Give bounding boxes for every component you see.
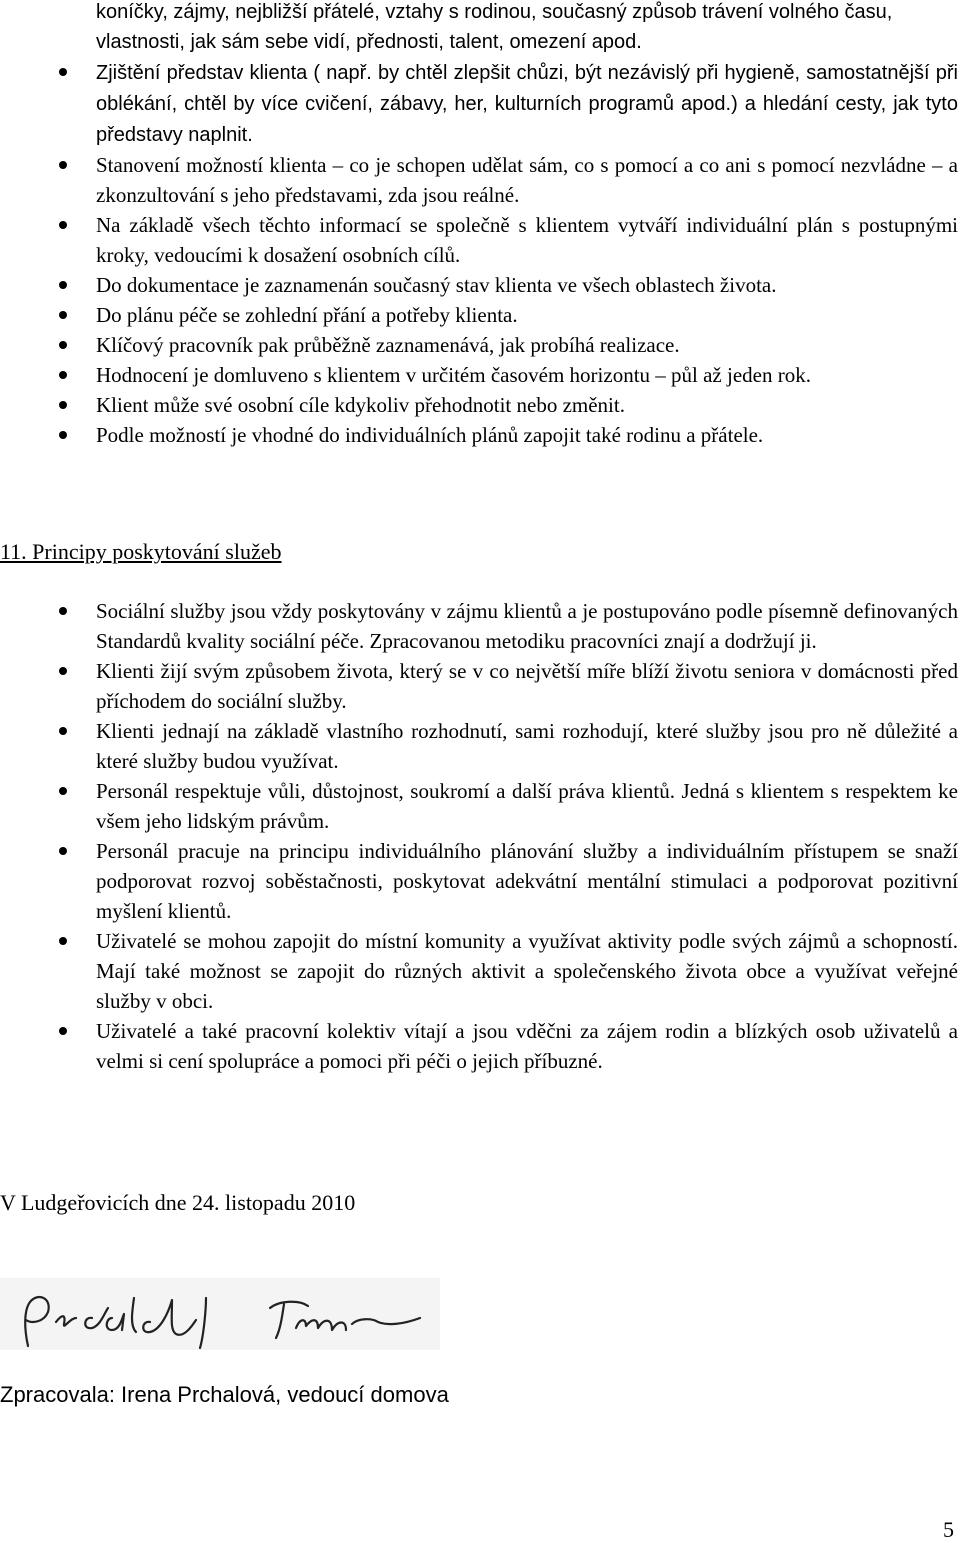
bullet-icon [59, 787, 67, 795]
bullet-icon [59, 311, 67, 319]
bullet-icon [59, 281, 67, 289]
prepared-by: Zpracovala: Irena Prchalová, vedoucí domova [0, 1382, 449, 1407]
list-item-text: Stanovení možností klienta – co je schopen udělat sám, co s pomocí a co ani s pomocí nezvládne – a zkonzultování s jeho představami, zda jsou reálné. [96, 153, 958, 207]
list-item [96, 656, 958, 716]
bullet-icon [59, 1027, 67, 1035]
list-item [96, 1016, 958, 1076]
list-item-text: Na základě všech těchto informací se společně s klientem vytváří individuální plán s postupnými kroky, vedoucími k dosažení osobních cílů. [96, 213, 958, 267]
bullet-icon [59, 431, 67, 439]
list-item-text: Podle možností je vhodné do individuálních plánů zapojit také rodinu a přátele. [96, 423, 764, 447]
list-item-text: Personál pracuje na principu individuálního plánování služby a individuálním přístupem se snaží podporovat rozvoj soběstačnosti, poskytovat adekvátní mentální stimulaci a podporovat pozitivní myšlení klientů. [96, 839, 958, 923]
list-item-text: Uživatelé a také pracovní kolektiv vítají a jsou vděčni za zájem rodin a blízkých osob uživatelů a velmi si cení spolupráce a pomoci při péči o jejich příbuzné. [96, 1019, 958, 1073]
list-item [96, 390, 958, 420]
list-item-text: Hodnocení je domluveno s klientem v určitém časovém horizontu – půl až jeden rok. [96, 363, 811, 387]
list-item-text: Zjištění představ klienta ( např. by chtěl zlepšit chůzi, být nezávislý při hygieně, samostatnější při oblékání, chtěl by více cvičení, zábavy, her, kulturních programů apod.) a hledání cesty, jak tyto představy naplnit. [96, 62, 958, 146]
list-item [96, 776, 958, 836]
list-item-text: Klienti jednají na základě vlastního rozhodnutí, sami rozhodují, které služby jsou pro ně důležité a které služby budou využívat. [96, 719, 958, 773]
list-item [96, 210, 958, 270]
bullet-icon [59, 341, 67, 349]
list-item [96, 270, 958, 300]
list-item [96, 57, 958, 150]
list-item-text: Personál respektuje vůli, důstojnost, soukromí a další práva klientů. Jedná s klientem s respektem ke všem jeho lidským právům. [96, 779, 958, 833]
handwritten-signature-icon [0, 1278, 440, 1350]
section-heading: 11. Principy poskytování služeb [0, 539, 282, 564]
bullet-icon [59, 937, 67, 945]
list-item [96, 330, 958, 360]
list-item [96, 926, 958, 1016]
page-number: 5 [943, 1517, 954, 1542]
client-planning-list [96, 57, 958, 450]
bullet-icon [59, 607, 67, 615]
list-item [96, 716, 958, 776]
list-item-text: Do plánu péče se zohlední přání a potřeby klienta. [96, 303, 518, 327]
list-item-text: Klient může své osobní cíle kdykoliv přehodnotit nebo změnit. [96, 393, 625, 417]
bullet-icon [59, 727, 67, 735]
place-and-date: V Ludgeřovicích dne 24. listopadu 2010 [0, 1190, 356, 1215]
bullet-icon [59, 371, 67, 379]
list-item [96, 150, 958, 210]
bullet-icon [59, 161, 67, 169]
bullet-icon [59, 401, 67, 409]
list-item [96, 836, 958, 926]
list-item [96, 360, 958, 390]
list-item-text: Klíčový pracovník pak průběžně zaznamenává, jak probíhá realizace. [96, 333, 680, 357]
list-item [96, 596, 958, 656]
bullet-icon [59, 221, 67, 229]
list-item-text: Uživatelé se mohou zapojit do místní komunity a využívat aktivity podle svých zájmů a schopností. Mají také možnost se zapojit do různých aktivit a společenského života obce a využívat veřejné služby v obci. [96, 929, 958, 1013]
bullet-icon [59, 847, 67, 855]
bullet-icon [59, 667, 67, 675]
list-item-text: Sociální služby jsou vždy poskytovány v zájmu klientů a je postupováno podle písemně definovaných Standardů kvality sociální péče. Zpracovanou metodiku pracovníci znají a dodržují ji. [96, 599, 958, 653]
service-principles-list [96, 596, 958, 1076]
list-item [96, 420, 958, 450]
bullet-icon [59, 68, 67, 76]
intro-continuation: koníčky, zájmy, nejbližší přátelé, vztahy s rodinou, současný způsob trávení volného času, vlastnosti, jak sám sebe vidí, přednosti, talent, omezení apod. [96, 1, 893, 53]
signature-drawing [0, 1278, 440, 1350]
list-item [96, 300, 958, 330]
list-item-text: Do dokumentace je zaznamenán současný stav klienta ve všech oblastech života. [96, 273, 777, 297]
list-item-text: Klienti žijí svým způsobem života, který se v co největší míře blíží životu seniora v domácnosti před příchodem do sociální služby. [96, 659, 958, 713]
